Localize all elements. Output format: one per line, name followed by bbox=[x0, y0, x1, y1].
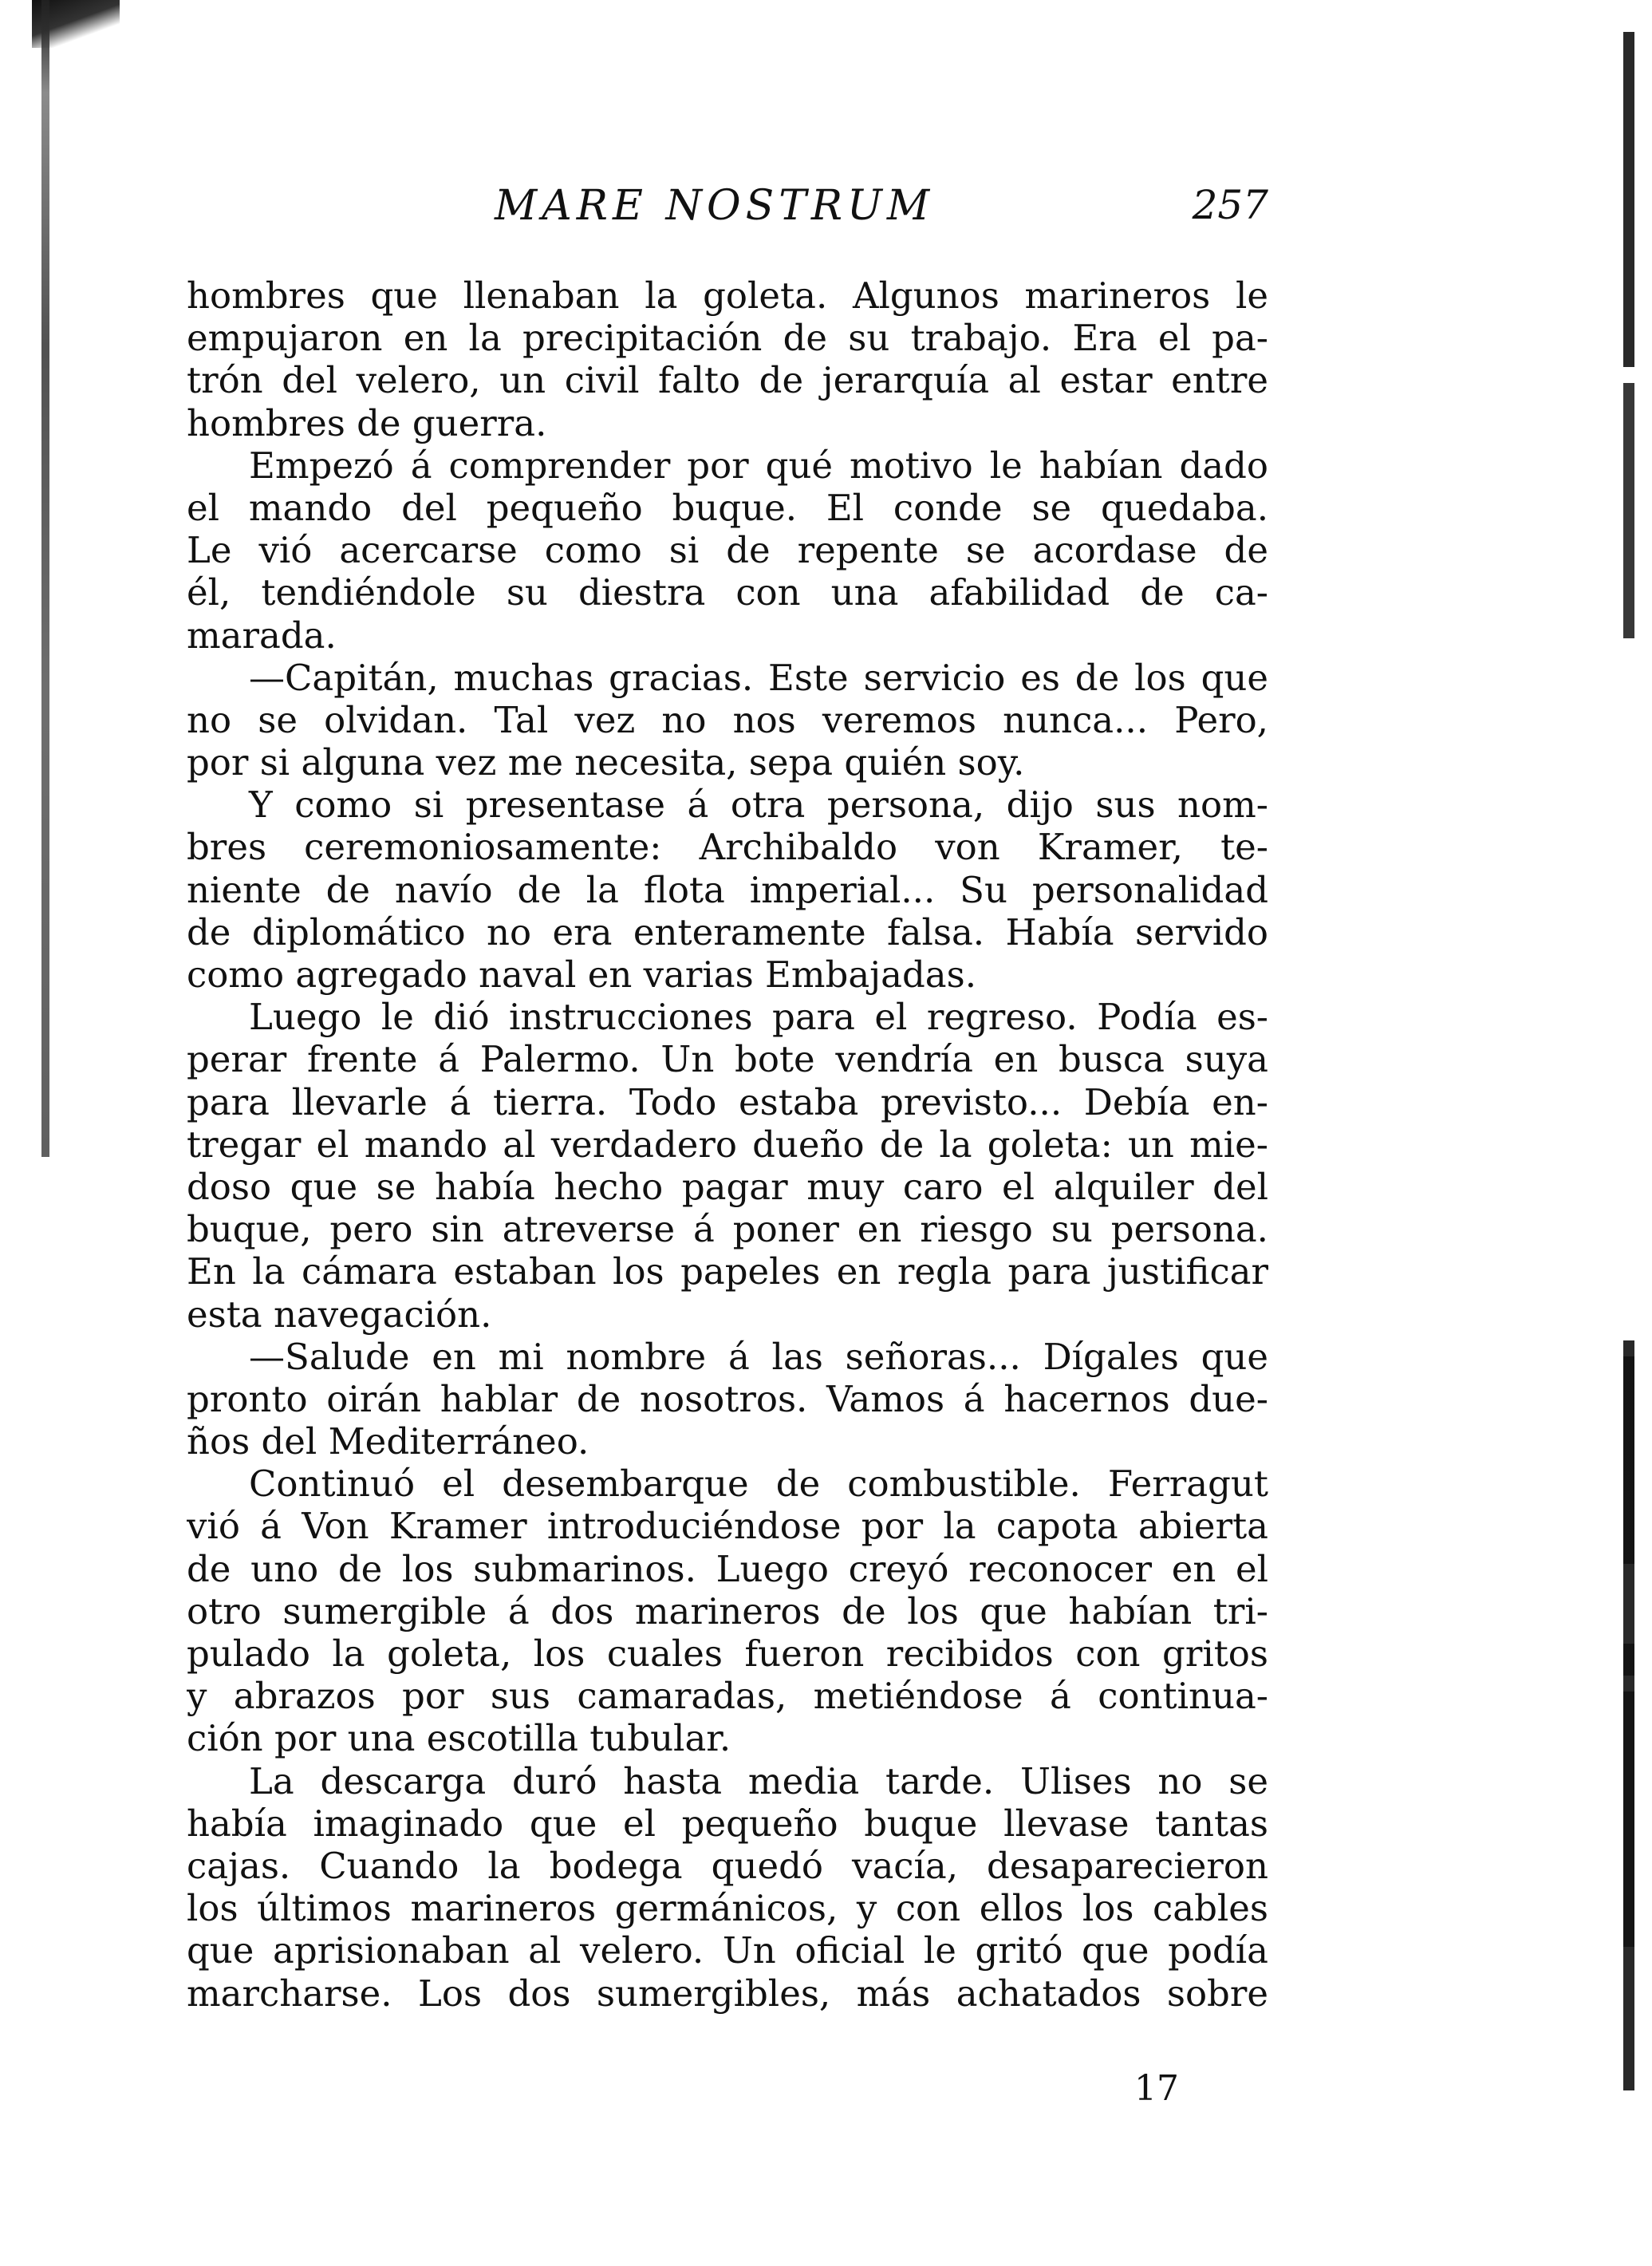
text-line: como agregado naval en varias Embajadas. bbox=[187, 953, 976, 996]
text-line: Empezó á comprender por qué motivo le habían dado bbox=[249, 444, 1268, 487]
text-line: los últimos marineros germánicos, y con ellos los cables bbox=[187, 1887, 1268, 1930]
text-line: bres ceremoniosamente: Archibaldo von Kramer, te- bbox=[187, 826, 1268, 869]
text-line: ños del Mediterráneo. bbox=[187, 1420, 589, 1463]
text-line: tregar el mando al verdadero dueño de la goleta: un mie- bbox=[187, 1123, 1268, 1166]
text-line: doso que se había hecho pagar muy caro el alquiler del bbox=[187, 1165, 1268, 1208]
text-line: de uno de los submarinos. Luego creyó reconocer en el bbox=[187, 1547, 1268, 1590]
text-line: para llevarle á tierra. Todo estaba previsto... Debía en- bbox=[187, 1080, 1268, 1123]
running-title: MARE NOSTRUM bbox=[495, 182, 935, 230]
text-line: pulado la goleta, los cuales fueron recibidos con gritos bbox=[187, 1632, 1268, 1675]
text-line: de diplomático no era enteramente falsa. Había servido bbox=[187, 910, 1268, 953]
body-text bbox=[187, 274, 1268, 2015]
text-line: Le vió acercarse como si de repente se acordase de bbox=[187, 529, 1268, 572]
text-line: que aprisionaban al velero. Un oficial le gritó que podía bbox=[187, 1929, 1268, 1972]
text-line: esta navegación. bbox=[187, 1293, 492, 1336]
text-line: por si alguna vez me necesita, sepa quién soy. bbox=[187, 741, 1025, 784]
text-line: otro sumergible á dos marineros de los que habían tri- bbox=[187, 1589, 1268, 1632]
text-line: Luego le dió instrucciones para el regreso. Podía es- bbox=[249, 996, 1268, 1039]
text-line: él, tendiéndole su diestra con una afabilidad de ca- bbox=[187, 571, 1268, 614]
text-line: niente de navío de la flota imperial... Su personalidad bbox=[187, 868, 1268, 911]
text-line: Y como si presentase á otra persona, dijo sus nom- bbox=[249, 784, 1268, 827]
text-line: pronto oirán hablar de nosotros. Vamos á hacernos due- bbox=[187, 1377, 1268, 1420]
text-line: —Capitán, muchas gracias. Este servicio es de los que bbox=[249, 656, 1268, 699]
text-line: perar frente á Palermo. Un bote vendría en busca suya bbox=[187, 1038, 1268, 1081]
text-line: y abrazos por sus camaradas, metiéndose á continua- bbox=[187, 1675, 1268, 1718]
text-line: hombres que llenaban la goleta. Algunos marineros le bbox=[187, 274, 1268, 317]
text-line: En la cámara estaban los papeles en regla para justificar bbox=[187, 1250, 1268, 1293]
text-line: había imaginado que el pequeño buque llevase tantas bbox=[187, 1802, 1268, 1845]
text-line: La descarga duró hasta media tarde. Ulises no se bbox=[249, 1759, 1268, 1802]
printer-signature: 17 bbox=[1134, 2068, 1179, 2109]
text-line: Continuó el desembarque de combustible. Ferragut bbox=[249, 1463, 1268, 1506]
page-header bbox=[183, 182, 1268, 238]
page-number: 257 bbox=[1192, 182, 1268, 228]
text-line: marcharse. Los dos sumergibles, más achatados sobre bbox=[187, 1972, 1268, 2015]
text-line: ción por una escotilla tubular. bbox=[187, 1717, 731, 1760]
text-line: el mando del pequeño buque. El conde se quedaba. bbox=[187, 486, 1268, 529]
scan-edge-left bbox=[41, 0, 49, 1157]
text-line: empujaron en la precipitación de su trabajo. Era el pa- bbox=[187, 317, 1268, 360]
text-line: vió á Von Kramer introduciéndose por la capota abierta bbox=[187, 1505, 1268, 1548]
scan-edge-right-lower bbox=[1623, 1356, 1634, 2090]
text-line: hombres de guerra. bbox=[187, 401, 547, 444]
text-line: buque, pero sin atreverse á poner en riesgo su persona. bbox=[187, 1208, 1268, 1251]
text-line: —Salude en mi nombre á las señoras... Dígales que bbox=[249, 1335, 1268, 1378]
text-line: marada. bbox=[187, 614, 337, 657]
text-line: no se olvidan. Tal vez no nos veremos nunca... Pero, bbox=[187, 698, 1268, 741]
text-line: cajas. Cuando la bodega quedó vacía, desaparecieron bbox=[187, 1844, 1268, 1887]
text-line: trón del velero, un civil falto de jerarquía al estar entre bbox=[187, 359, 1268, 402]
